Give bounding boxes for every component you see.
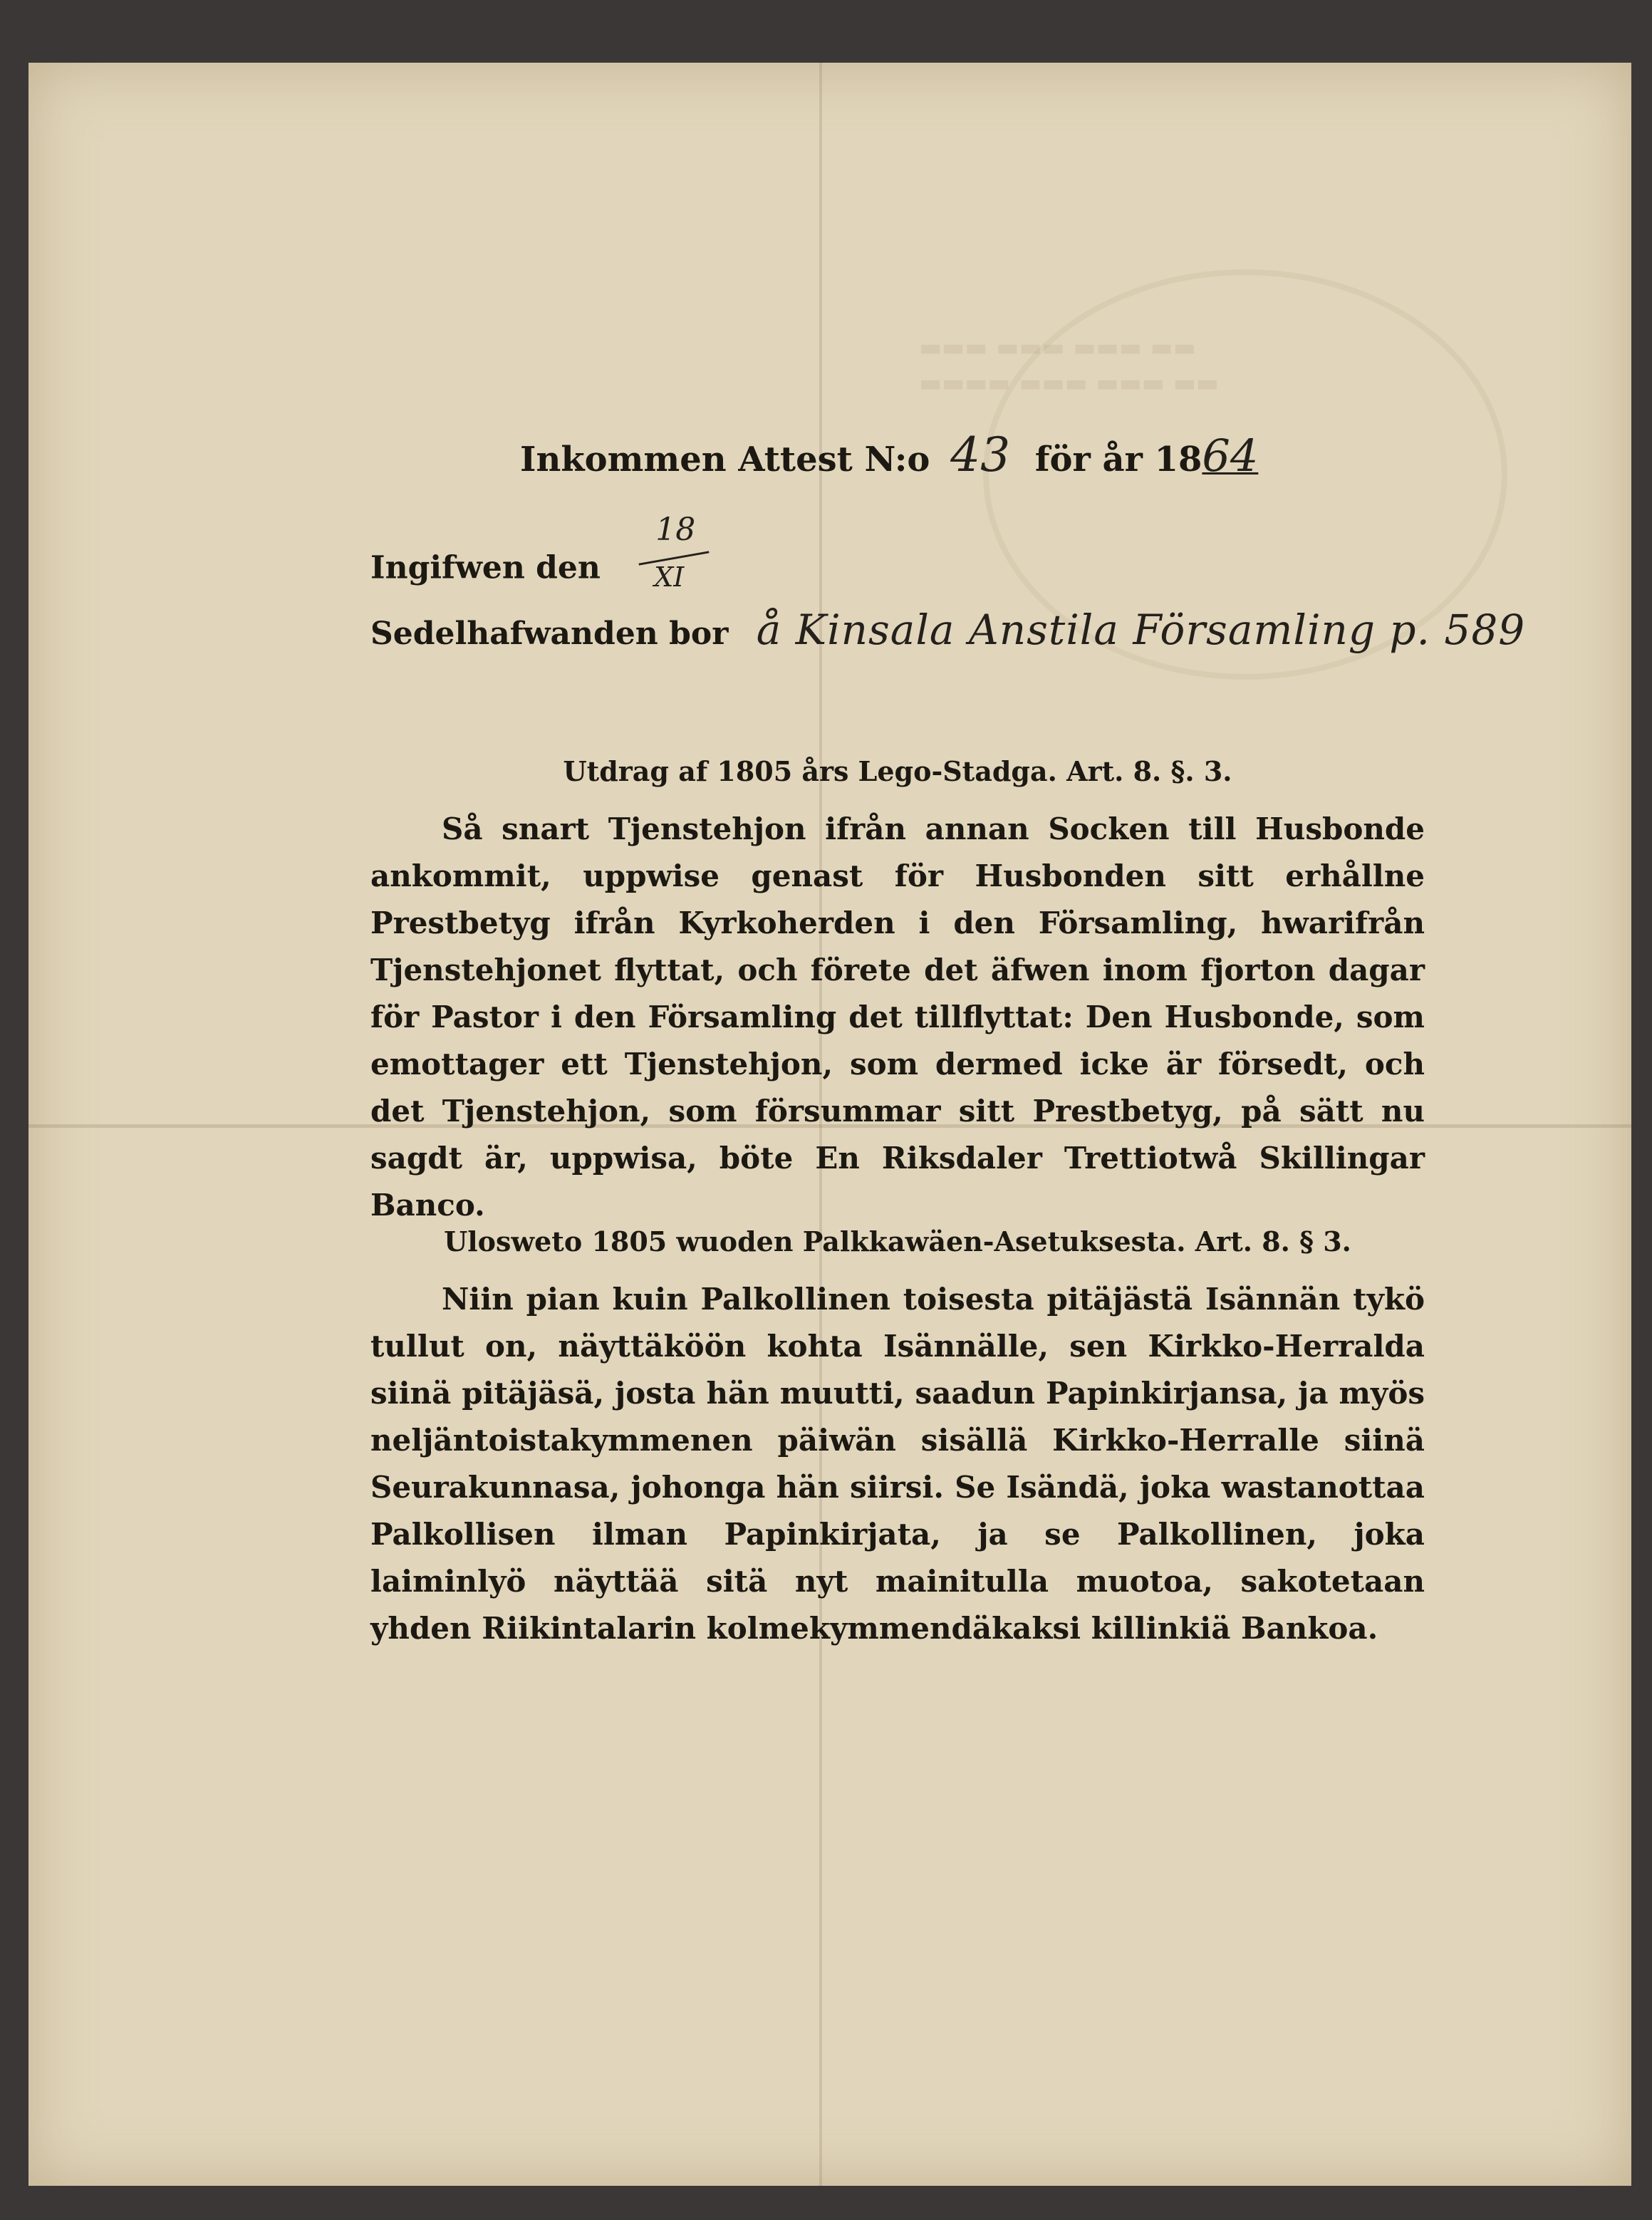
received-label: Ingifwen den	[370, 549, 601, 586]
swedish-extract-body: Så snart Tjenstehjon ifrån annan Socken till Husbonde ankommit, uppwise genast för Husbonden sitt erhållne Prestbetyg ifrån Kyrkoherden i den Församling, hwarifrån Tjenstehjonet flyttat, och förete det äfwen inom fjorton dagar för Pastor i den Församling det tillflyttat: Den Husbonde, som emottager ett Tjenstehjon, som dermed icke är försedt, och det Tjenstehjon, som försummar sitt Prestbetyg, på sätt nu sagdt är, uppwisa, böte En Riksdaler Trettiotwå Skillingar Banco.	[370, 811, 1425, 1223]
resident-row	[370, 606, 1525, 654]
finnish-extract-title: Ulosweto 1805 wuoden Palkkawäen-Asetuksesta. Art. 8. § 3.	[444, 1225, 1351, 1257]
received-date-handwritten	[625, 512, 725, 598]
resident-label: Sedelhafwanden bor	[370, 616, 729, 652]
resident-address-handwritten: å Kinsala Anstila Församling p. 589	[756, 606, 1526, 654]
swedish-extract-title: Utdrag af 1805 års Lego-Stadga. Art. 8. §. 3.	[563, 755, 1232, 787]
heading-prefix: Inkommen Attest N:o	[520, 440, 930, 479]
finnish-extract-body: Niin pian kuin Palkollinen toisesta pitäjästä Isännän tykö tullut on, näyttäköön kohta Isännälle, sen Kirkko-Herralda siinä pitäjäsä, josta hän muutti, saadun Papinkirjansa, ja myös neljäntoistakymmenen päiwän sisällä Kirkko-Herralle siinä Seurakunnasa, johonga hän siirsi. Se Isändä, joka wastanottaa Palkollisen ilman Papinkirjata, ja se Palkollinen, joka laiminlyö näyttää sitä nyt mainitulla muotoa, sakotetaan yhden Riikintalarin kolmekymmendäkaksi killinkiä Bankoa.	[370, 1282, 1425, 1646]
received-day: 18	[655, 512, 696, 548]
attest-number-handwritten: 43	[950, 427, 1011, 482]
heading-year-label: för år 18	[1034, 440, 1202, 479]
received-date-row	[370, 512, 725, 598]
received-month: XI	[654, 561, 685, 593]
swedish-extract-section	[370, 755, 1425, 1229]
finnish-extract-section	[370, 1225, 1425, 1652]
year-suffix-handwritten: 64	[1202, 430, 1259, 482]
attest-heading	[520, 427, 1258, 482]
bleed-through-text: ▬▬▬ ▬▬▬ ▬▬▬ ▬▬	[919, 333, 1196, 362]
bleed-through-text: ▬▬▬▬ ▬▬▬ ▬▬▬ ▬▬	[919, 369, 1219, 398]
